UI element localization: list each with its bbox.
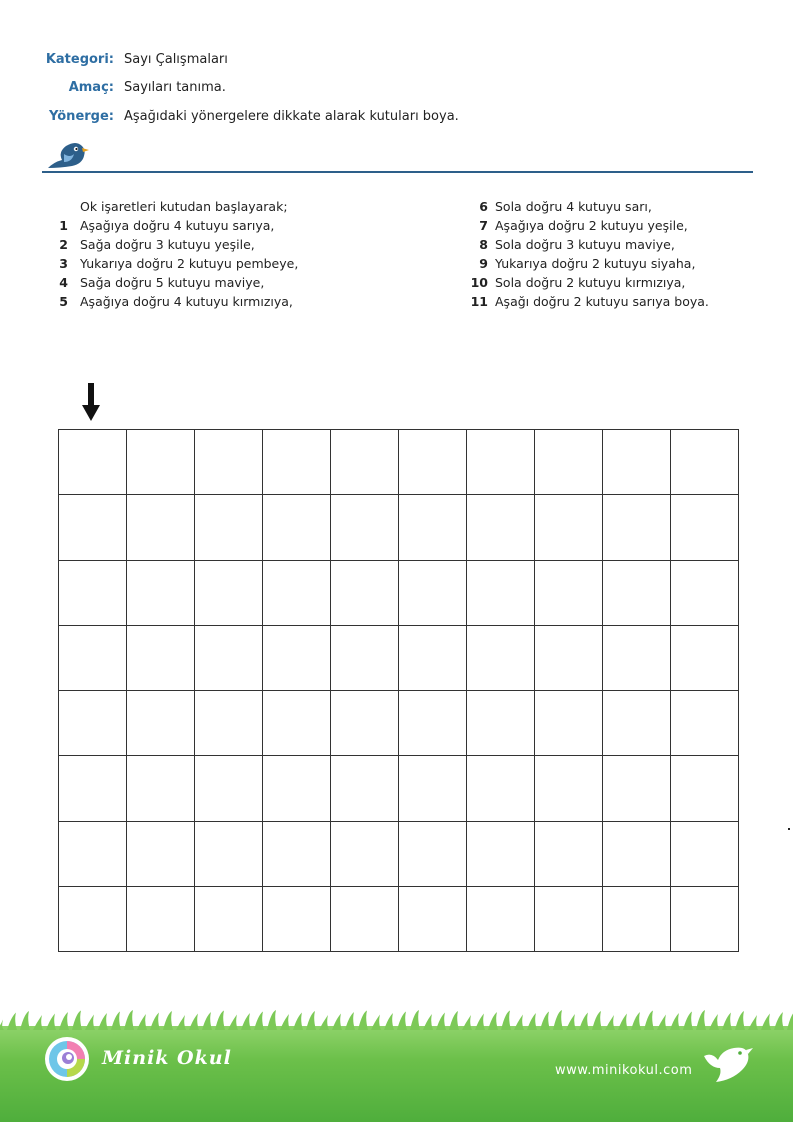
- grid-cell[interactable]: [467, 822, 535, 887]
- grid-cell[interactable]: [127, 756, 195, 821]
- grid-cell[interactable]: [535, 691, 603, 756]
- grid-cell[interactable]: [195, 561, 263, 626]
- swirl-logo-icon: [44, 1036, 90, 1082]
- instruction-step: 7 Aşağıya doğru 2 kutuyu yeşile,: [479, 218, 688, 233]
- grid-cell[interactable]: [467, 561, 535, 626]
- grid-cell[interactable]: [127, 822, 195, 887]
- grid-cell[interactable]: [263, 626, 331, 691]
- category-value: Sayı Çalışmaları: [124, 52, 228, 67]
- grid-cell[interactable]: [59, 822, 127, 887]
- instruction-step: 8 Sola doğru 3 kutuyu maviye,: [479, 237, 675, 252]
- instruction-step: 9 Yukarıya doğru 2 kutuyu siyaha,: [479, 256, 696, 271]
- grid-cell[interactable]: [127, 887, 195, 952]
- grid-cell[interactable]: [127, 691, 195, 756]
- grid-cell[interactable]: [59, 756, 127, 821]
- grid-cell[interactable]: [467, 887, 535, 952]
- grid-cell[interactable]: [59, 495, 127, 560]
- grid-cell[interactable]: [195, 495, 263, 560]
- stray-dot: [788, 828, 790, 830]
- grid-cell[interactable]: [399, 561, 467, 626]
- brand-name: Minik Okul: [102, 1047, 232, 1069]
- grid-cell[interactable]: [263, 561, 331, 626]
- arrow-down-icon: [82, 383, 100, 421]
- grid-cell[interactable]: [59, 691, 127, 756]
- bird-icon: [44, 138, 90, 172]
- website-link[interactable]: www.minikokul.com: [555, 1063, 693, 1078]
- grid-cell[interactable]: [59, 626, 127, 691]
- grid-cell[interactable]: [331, 691, 399, 756]
- grid-cell[interactable]: [331, 887, 399, 952]
- grid-cell[interactable]: [467, 756, 535, 821]
- instructions-right: [466, 197, 709, 311]
- grid-cell[interactable]: [671, 756, 739, 821]
- grid-cell[interactable]: [671, 691, 739, 756]
- grid-cell[interactable]: [467, 495, 535, 560]
- grid-cell[interactable]: [603, 691, 671, 756]
- grid-cell[interactable]: [59, 887, 127, 952]
- grid-cell[interactable]: [263, 691, 331, 756]
- grid-cell[interactable]: [263, 756, 331, 821]
- grid-cell[interactable]: [195, 430, 263, 495]
- goal-value: Sayıları tanıma.: [124, 80, 226, 95]
- grid-cell[interactable]: [399, 691, 467, 756]
- grid-cell[interactable]: [399, 430, 467, 495]
- grid-cell[interactable]: [603, 430, 671, 495]
- instruction-step: 10 Sola doğru 2 kutuyu kırmızıya,: [470, 275, 686, 290]
- grid-cell[interactable]: [399, 495, 467, 560]
- grid-cell[interactable]: [399, 822, 467, 887]
- grid-cell[interactable]: [603, 561, 671, 626]
- instruction-step: 2 Sağa doğru 3 kutuyu yeşile,: [59, 237, 255, 252]
- coloring-grid[interactable]: [58, 429, 739, 952]
- grid-cell[interactable]: [467, 691, 535, 756]
- grid-cell[interactable]: [127, 495, 195, 560]
- grid-cell[interactable]: [671, 495, 739, 560]
- grid-cell[interactable]: [399, 756, 467, 821]
- grid-cell[interactable]: [59, 561, 127, 626]
- grid-cell[interactable]: [127, 430, 195, 495]
- grid-cell[interactable]: [603, 822, 671, 887]
- instruction-step: 6 Sola doğru 4 kutuyu sarı,: [479, 199, 652, 214]
- grid-cell[interactable]: [603, 495, 671, 560]
- grid-cell[interactable]: [127, 626, 195, 691]
- instruction-step: 5 Aşağıya doğru 4 kutuyu kırmızıya,: [59, 294, 293, 309]
- instruction-step: 3 Yukarıya doğru 2 kutuyu pembeye,: [59, 256, 299, 271]
- grid-cell[interactable]: [467, 430, 535, 495]
- grid-cell[interactable]: [331, 626, 399, 691]
- grid-cell[interactable]: [671, 887, 739, 952]
- grid-cell[interactable]: [331, 756, 399, 821]
- grid-cell[interactable]: [331, 495, 399, 560]
- grid-cell[interactable]: [535, 822, 603, 887]
- grid-cell[interactable]: [671, 561, 739, 626]
- grid-cell[interactable]: [671, 626, 739, 691]
- instruction-step: 1 Aşağıya doğru 4 kutuyu sarıya,: [59, 218, 275, 233]
- instructions-intro: Ok işaretleri kutudan başlayarak;: [80, 199, 288, 214]
- grid-cell[interactable]: [603, 626, 671, 691]
- instruction-step: 4 Sağa doğru 5 kutuyu maviye,: [59, 275, 265, 290]
- grid-cell[interactable]: [467, 626, 535, 691]
- grid-cell[interactable]: [535, 626, 603, 691]
- grid-cell[interactable]: [263, 822, 331, 887]
- grid-cell[interactable]: [263, 887, 331, 952]
- instruction-value: Aşağıdaki yönergelere dikkate alarak kutuları boya.: [124, 109, 459, 124]
- instructions-left: [52, 197, 298, 311]
- grid-cell[interactable]: [535, 561, 603, 626]
- grid-cell[interactable]: [195, 887, 263, 952]
- category-label: Kategori:: [45, 52, 114, 67]
- grid-cell[interactable]: [195, 626, 263, 691]
- grid-cell[interactable]: [331, 561, 399, 626]
- grid-cell[interactable]: [59, 430, 127, 495]
- grid-cell[interactable]: [331, 430, 399, 495]
- grid-cell[interactable]: [671, 430, 739, 495]
- header-divider: [42, 171, 753, 173]
- grid-cell[interactable]: [671, 822, 739, 887]
- grid-cell[interactable]: [195, 822, 263, 887]
- grid-cell[interactable]: [603, 756, 671, 821]
- grid-cell[interactable]: [535, 756, 603, 821]
- grid-cell[interactable]: [399, 626, 467, 691]
- grid-cell[interactable]: [399, 887, 467, 952]
- grid-cell[interactable]: [195, 691, 263, 756]
- grid-cell[interactable]: [535, 887, 603, 952]
- instruction-step: 11 Aşağı doğru 2 kutuyu sarıya boya.: [470, 294, 709, 309]
- grid-cell[interactable]: [127, 561, 195, 626]
- grid-cell[interactable]: [263, 430, 331, 495]
- grid-cell[interactable]: [263, 495, 331, 560]
- goal-label: Amaç:: [68, 80, 114, 95]
- bird-logo-icon: [700, 1042, 754, 1086]
- grid-cell[interactable]: [195, 756, 263, 821]
- grid-cell[interactable]: [535, 430, 603, 495]
- grid-cell[interactable]: [331, 822, 399, 887]
- grid-cell[interactable]: [535, 495, 603, 560]
- instruction-label: Yönerge:: [49, 109, 114, 124]
- grid-cell[interactable]: [603, 887, 671, 952]
